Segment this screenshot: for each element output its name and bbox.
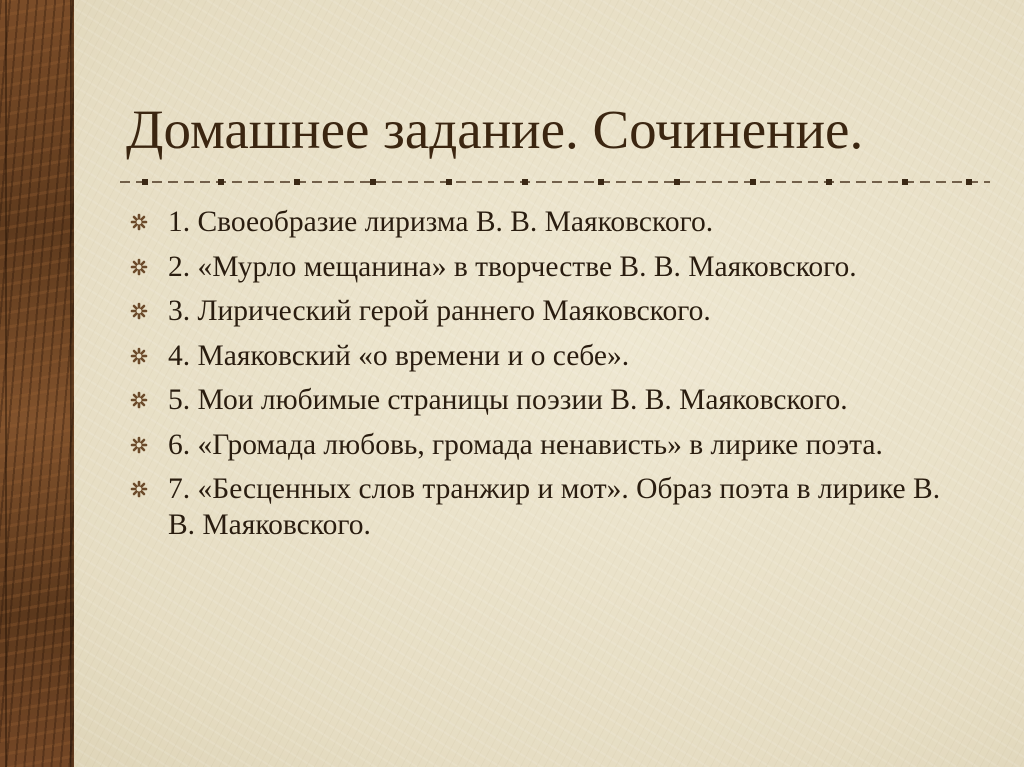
- list-item-text: 3. Лирический герой раннего Маяковского.: [168, 295, 711, 327]
- star-bullet-icon: [130, 436, 148, 454]
- list-item-text: 2. «Мурло мещанина» в творчестве В. В. Маяковского.: [168, 250, 857, 283]
- list-item-text: 4. Маяковский «о времени и о себе».: [168, 339, 630, 372]
- list-item: [130, 249, 960, 285]
- list-item-text: 1. Своеобразие лиризма В. В. Маяковского.: [168, 206, 714, 238]
- list-item: [130, 471, 960, 543]
- list-item-text: 5. Мои любимые страницы поэзии В. В. Маяковского.: [168, 384, 848, 416]
- star-bullet-icon: [130, 258, 148, 276]
- list-item: [130, 338, 960, 374]
- star-bullet-icon: [130, 302, 148, 320]
- star-bullet-icon: [130, 213, 148, 231]
- title-divider: [120, 176, 990, 188]
- list-item-text: 6. «Громада любовь, громада ненависть» в лирике поэта.: [168, 428, 883, 461]
- assignment-list: [130, 204, 960, 552]
- decorative-side-strip: [0, 0, 74, 767]
- list-item: [130, 204, 960, 240]
- list-item-text: 7. «Бесценных слов транжир и мот». Образ поэта в лирике В. В. Маяковского.: [168, 473, 941, 541]
- star-bullet-icon: [130, 391, 148, 409]
- star-bullet-icon: [130, 480, 148, 498]
- list-item: [130, 382, 960, 418]
- list-item: [130, 427, 960, 463]
- slide-title: Домашнее задание. Сочинение.: [126, 99, 864, 160]
- star-bullet-icon: [130, 347, 148, 365]
- list-item: [130, 293, 960, 329]
